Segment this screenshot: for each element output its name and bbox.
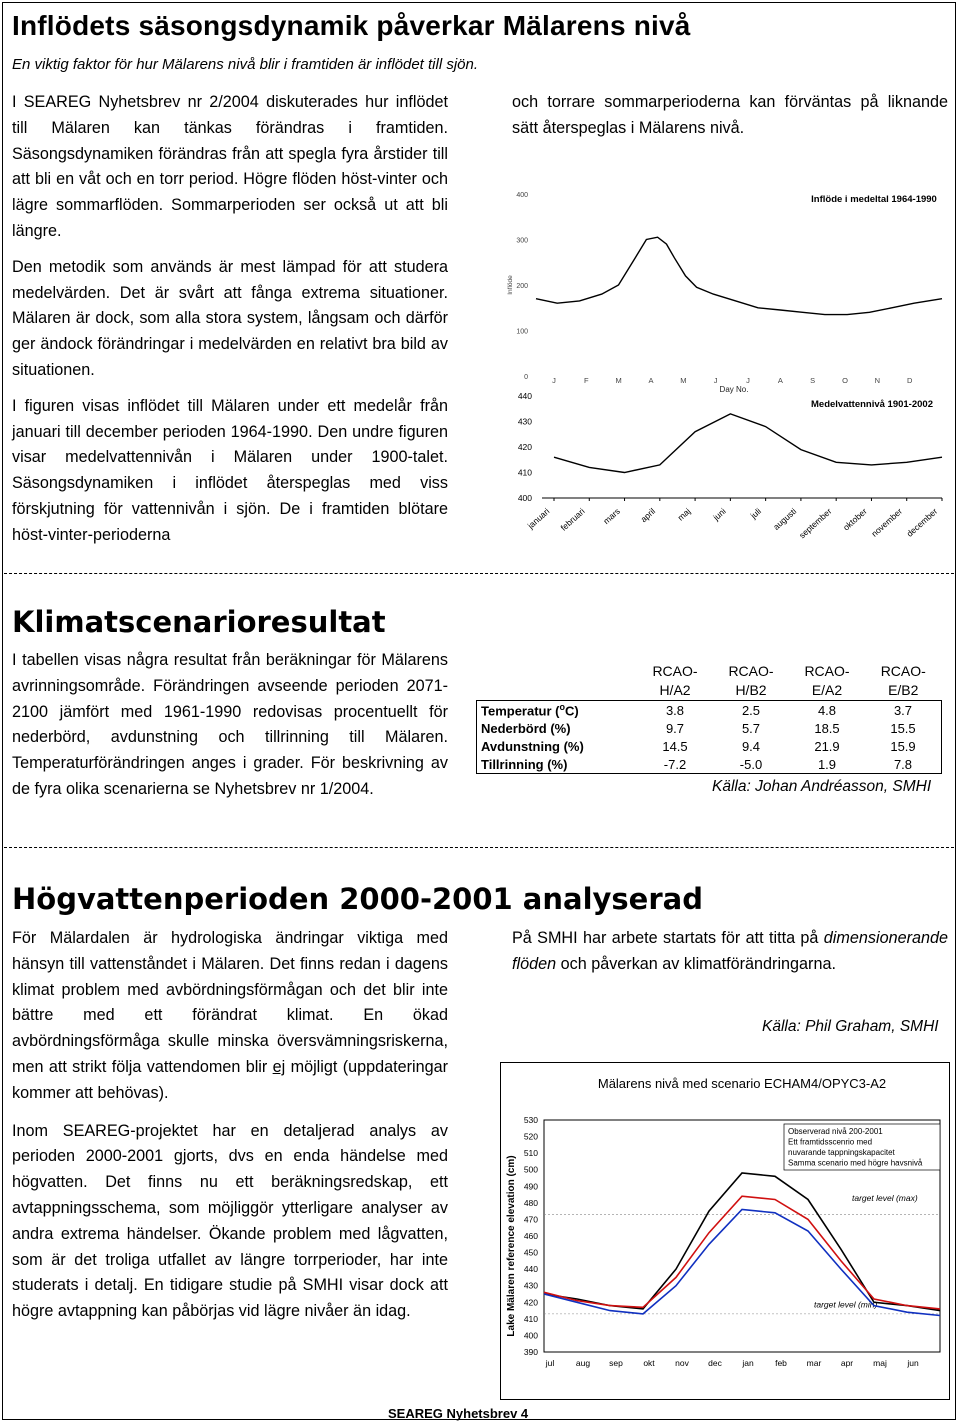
legend-entry: Ett framtidsscenrio med: [788, 1137, 873, 1147]
table-header-row: [477, 662, 942, 701]
section1-para2: Den metodik som används är mest lämpad för att studera medelvärden. Det är svårt att fånga extrema situationer. Mälaren är dock, som alla stora system, långsam och därför ger ändock förändringar i medelvärden en relativt bra bild av situationen.: [12, 257, 448, 379]
x-tick-label: F: [584, 376, 589, 385]
legend-entry: Samma scenario med högre havsnivå: [788, 1158, 923, 1168]
row-label: Nederbörd (%): [481, 720, 571, 736]
section1-left-column: [12, 90, 448, 549]
inflow-chart: [507, 192, 942, 394]
table-header-cell: RCAO- H/A2: [652, 663, 698, 698]
footer: SEAREG Nyhetsbrev 4: [388, 1406, 529, 1421]
x-axis-label: Day No.: [719, 385, 749, 394]
y-tick-label: 300: [516, 237, 528, 245]
section3-para2: Inom SEAREG-projektet har en detaljerad analys av perioden 2000-2001 gjorts, dvs en enda händelse med högvatten. Det finns nu ett beräkningsredskap, ett avtappningsschema, som möjliggör ytterligare analyser av andra extrema händelser. Ökande problem med lågvatten, som är det troliga utfallet av längre torrperioder, har inte studerats i detalj. En tidigare studie på SMHI visar dock att högre avtappning kan påbörjas vid lägre nivåer än idag.: [12, 1121, 448, 1321]
x-tick-label: D: [906, 376, 913, 385]
level-line: [554, 414, 942, 473]
chart-title: Medelvattennivå 1901-2002: [811, 399, 933, 410]
x-tick-label: J: [552, 376, 556, 385]
table-header-cell: RCAO- H/B2: [728, 663, 774, 698]
results-table-wrapper: [476, 662, 942, 774]
y-tick-label: 500: [523, 1164, 538, 1175]
y-tick-label: 510: [523, 1148, 538, 1159]
section1-title: Inflödets säsongsdynamik påverkar Mälarens nivå: [12, 10, 691, 41]
row-label: Avdunstning (%): [481, 738, 584, 754]
y-axis-label: Lake Mälaren reference elevation (cm): [506, 1155, 517, 1337]
x-tick-label: november: [869, 506, 905, 539]
table-row: Tillrinning (%) -7.2 -5.0 1.9 7.8: [477, 755, 942, 774]
y-tick-label: 470: [523, 1214, 538, 1225]
y-tick-label: 400: [517, 493, 532, 503]
y-tick-label: 410: [517, 467, 532, 478]
table-row: Temperatur ($^o$C) 3.8 2.5 4.8 3.7: [477, 701, 942, 720]
y-tick-label: 420: [523, 1297, 538, 1308]
x-tick-label: oktober: [841, 506, 869, 533]
section1-right-column: [512, 90, 948, 142]
x-tick-label: M: [680, 376, 687, 385]
x-tick-label: aug: [575, 1358, 591, 1368]
y-tick-label: 530: [523, 1115, 538, 1125]
y-axis-label: Inflöde: [507, 275, 514, 295]
section2-para: I tabellen visas några resultat från beräkningar för Mälarens avrinningsområde. Förändringen avseende perioden 2071-2100 jämfört med 1961-1990 redovisas procentuellt för nederbörd, avdunstning och tillrinning till Mälaren. Temperaturförändringen anges i grader. För beskrivning av de fyra olika scenarierna se Nyhetsbrev nr 1/2004.: [12, 651, 448, 798]
section1-subtitle: En viktig faktor för hur Mälarens nivå blir i framtiden är inflödet till sjön.: [12, 56, 479, 73]
y-tick-label: 100: [516, 328, 528, 336]
x-tick-label: juli: [748, 506, 763, 521]
y-tick-label: 200: [516, 283, 528, 290]
x-tick-label: jul: [545, 1358, 555, 1368]
section2-source: Källa: Johan Andréasson, SMHI: [712, 778, 932, 795]
x-tick-label: december: [904, 506, 940, 539]
y-tick-label: 490: [523, 1181, 538, 1192]
annotation: target level (min): [814, 1299, 878, 1310]
x-tick-label: juni: [711, 506, 728, 523]
y-tick-label: 400: [523, 1330, 538, 1341]
annotation: target level (max): [852, 1193, 918, 1204]
table-row: Avdunstning (%) 14.5 9.4 21.9 15.9: [477, 737, 942, 755]
x-tick-label: nov: [675, 1358, 689, 1368]
x-tick-label: jun: [907, 1358, 919, 1368]
y-tick-label: 420: [517, 442, 532, 452]
x-tick-label: J: [713, 376, 718, 385]
x-tick-label: februari: [558, 506, 587, 533]
y-tick-label: 430: [517, 416, 532, 427]
x-tick-label: april: [638, 506, 658, 525]
section3-right-para: På SMHI har arbete startats för att titta på dimensionerande flöden och påverkan av klimatförändringarna.: [512, 929, 948, 973]
y-tick-label: 410: [523, 1313, 538, 1324]
x-tick-label: dec: [708, 1358, 722, 1368]
x-tick-label: M: [615, 376, 622, 385]
y-tick-label: 480: [523, 1197, 538, 1208]
x-tick-label: feb: [775, 1358, 787, 1368]
scenario-chart: [500, 1062, 950, 1400]
x-tick-label: A: [648, 376, 654, 385]
section3-para1: För Mälardalen är hydrologiska ändringar viktiga med hänsyn till vattenståndet i Mälaren. Det finns redan i dagens klimat problem med avbördningsförmågan och det blir inte bättre med ett förändrat klimat. En ökad avbördningsförmåga skulle minska översvämningsriskerna, men att strikt följa vattendomen blir ej möjligt (uppdateringar kommer att behövas).: [12, 929, 448, 1102]
inflow-level-chart: [496, 180, 950, 560]
x-tick-label: S: [810, 376, 816, 385]
section1-para4: och torrare sommarperioderna kan förväntas på liknande sätt återspeglas i Mälarens nivå.: [512, 93, 948, 137]
y-tick-label: 460: [523, 1231, 538, 1241]
results-table: [476, 662, 942, 774]
y-tick-label: 400: [516, 192, 528, 199]
row-label: Temperatur ($^o$C): [481, 701, 579, 719]
y-tick-label: 520: [523, 1131, 538, 1142]
y-tick-label: 440: [517, 391, 532, 401]
x-tick-label: N: [874, 376, 881, 385]
x-tick-label: mars: [601, 506, 622, 527]
chart-title: Mälarens nivå med scenario ECHAM4/OPYC3-A2: [597, 1076, 887, 1091]
scenario-chart-content: [506, 1076, 940, 1368]
x-tick-label: A: [777, 376, 783, 385]
row-label: Tillrinning (%): [481, 756, 568, 772]
x-tick-label: J: [746, 376, 750, 385]
section1-para1: I SEAREG Nyhetsbrev nr 2/2004 diskuterades hur inflödet till Mälaren kan tänkas förändras i framtiden. Säsongsdynamiken förändras från att spegla fyra årstider till att bli en våt och en torr period. Högre flöden höst-vinter och lägre sommarflöden. Sommarperioden ser också ut att bli längre.: [12, 93, 448, 240]
table-header-cell: RCAO- E/B2: [880, 663, 926, 698]
section3-left-column: [12, 926, 448, 1325]
y-tick-label: 390: [523, 1347, 538, 1357]
x-tick-label: sep: [609, 1358, 623, 1368]
x-tick-label: apr: [840, 1358, 854, 1368]
x-tick-label: O: [842, 376, 848, 385]
section2-left-column: [12, 648, 448, 803]
section2-title: Klimatscenarioresultat: [12, 605, 386, 639]
y-tick-label: 0: [524, 374, 528, 381]
inflow-line: [536, 237, 942, 314]
x-tick-label: okt: [643, 1358, 655, 1368]
section-divider: [4, 847, 954, 848]
section3-title: Högvattenperioden 2000-2001 analyserad: [12, 882, 703, 916]
x-tick-label: maj: [675, 506, 693, 523]
x-tick-label: september: [796, 506, 834, 541]
table-header-cell: RCAO- E/A2: [804, 663, 850, 698]
x-tick-label: maj: [873, 1358, 887, 1368]
x-tick-label: jan: [742, 1358, 754, 1368]
section3-source: Källa: Phil Graham, SMHI: [762, 1018, 939, 1035]
section-divider: [4, 573, 954, 574]
chart-title: Inflöde i medeltal 1964-1990: [811, 194, 937, 205]
level-chart: [518, 391, 942, 540]
section3-right-column: [512, 926, 948, 978]
x-tick-label: augusti: [771, 506, 799, 532]
section1-para3: I figuren visas inflödet till Mälaren under ett medelår från januari till december perioden 1964-1990. Den undre figuren visar medelvattennivån i Mälaren under 1900-talet. Säsongsdynamiken i inflödet återspeglas med viss förskjutning för vattennivån i sjön. De i framtiden blötare höst-vinter-perioderna: [12, 396, 448, 544]
y-tick-label: 450: [523, 1247, 538, 1258]
y-tick-label: 440: [523, 1264, 538, 1275]
legend-entry: nuvarande tappningskapacitet: [788, 1148, 895, 1157]
y-tick-label: 430: [523, 1280, 538, 1291]
legend-entry: Observerad nivå 200-2001: [788, 1127, 883, 1136]
table-row: Nederbörd (%) 9.7 5.7 18.5 15.5: [477, 719, 942, 737]
x-tick-label: januari: [525, 506, 552, 531]
x-tick-label: mar: [806, 1358, 822, 1368]
